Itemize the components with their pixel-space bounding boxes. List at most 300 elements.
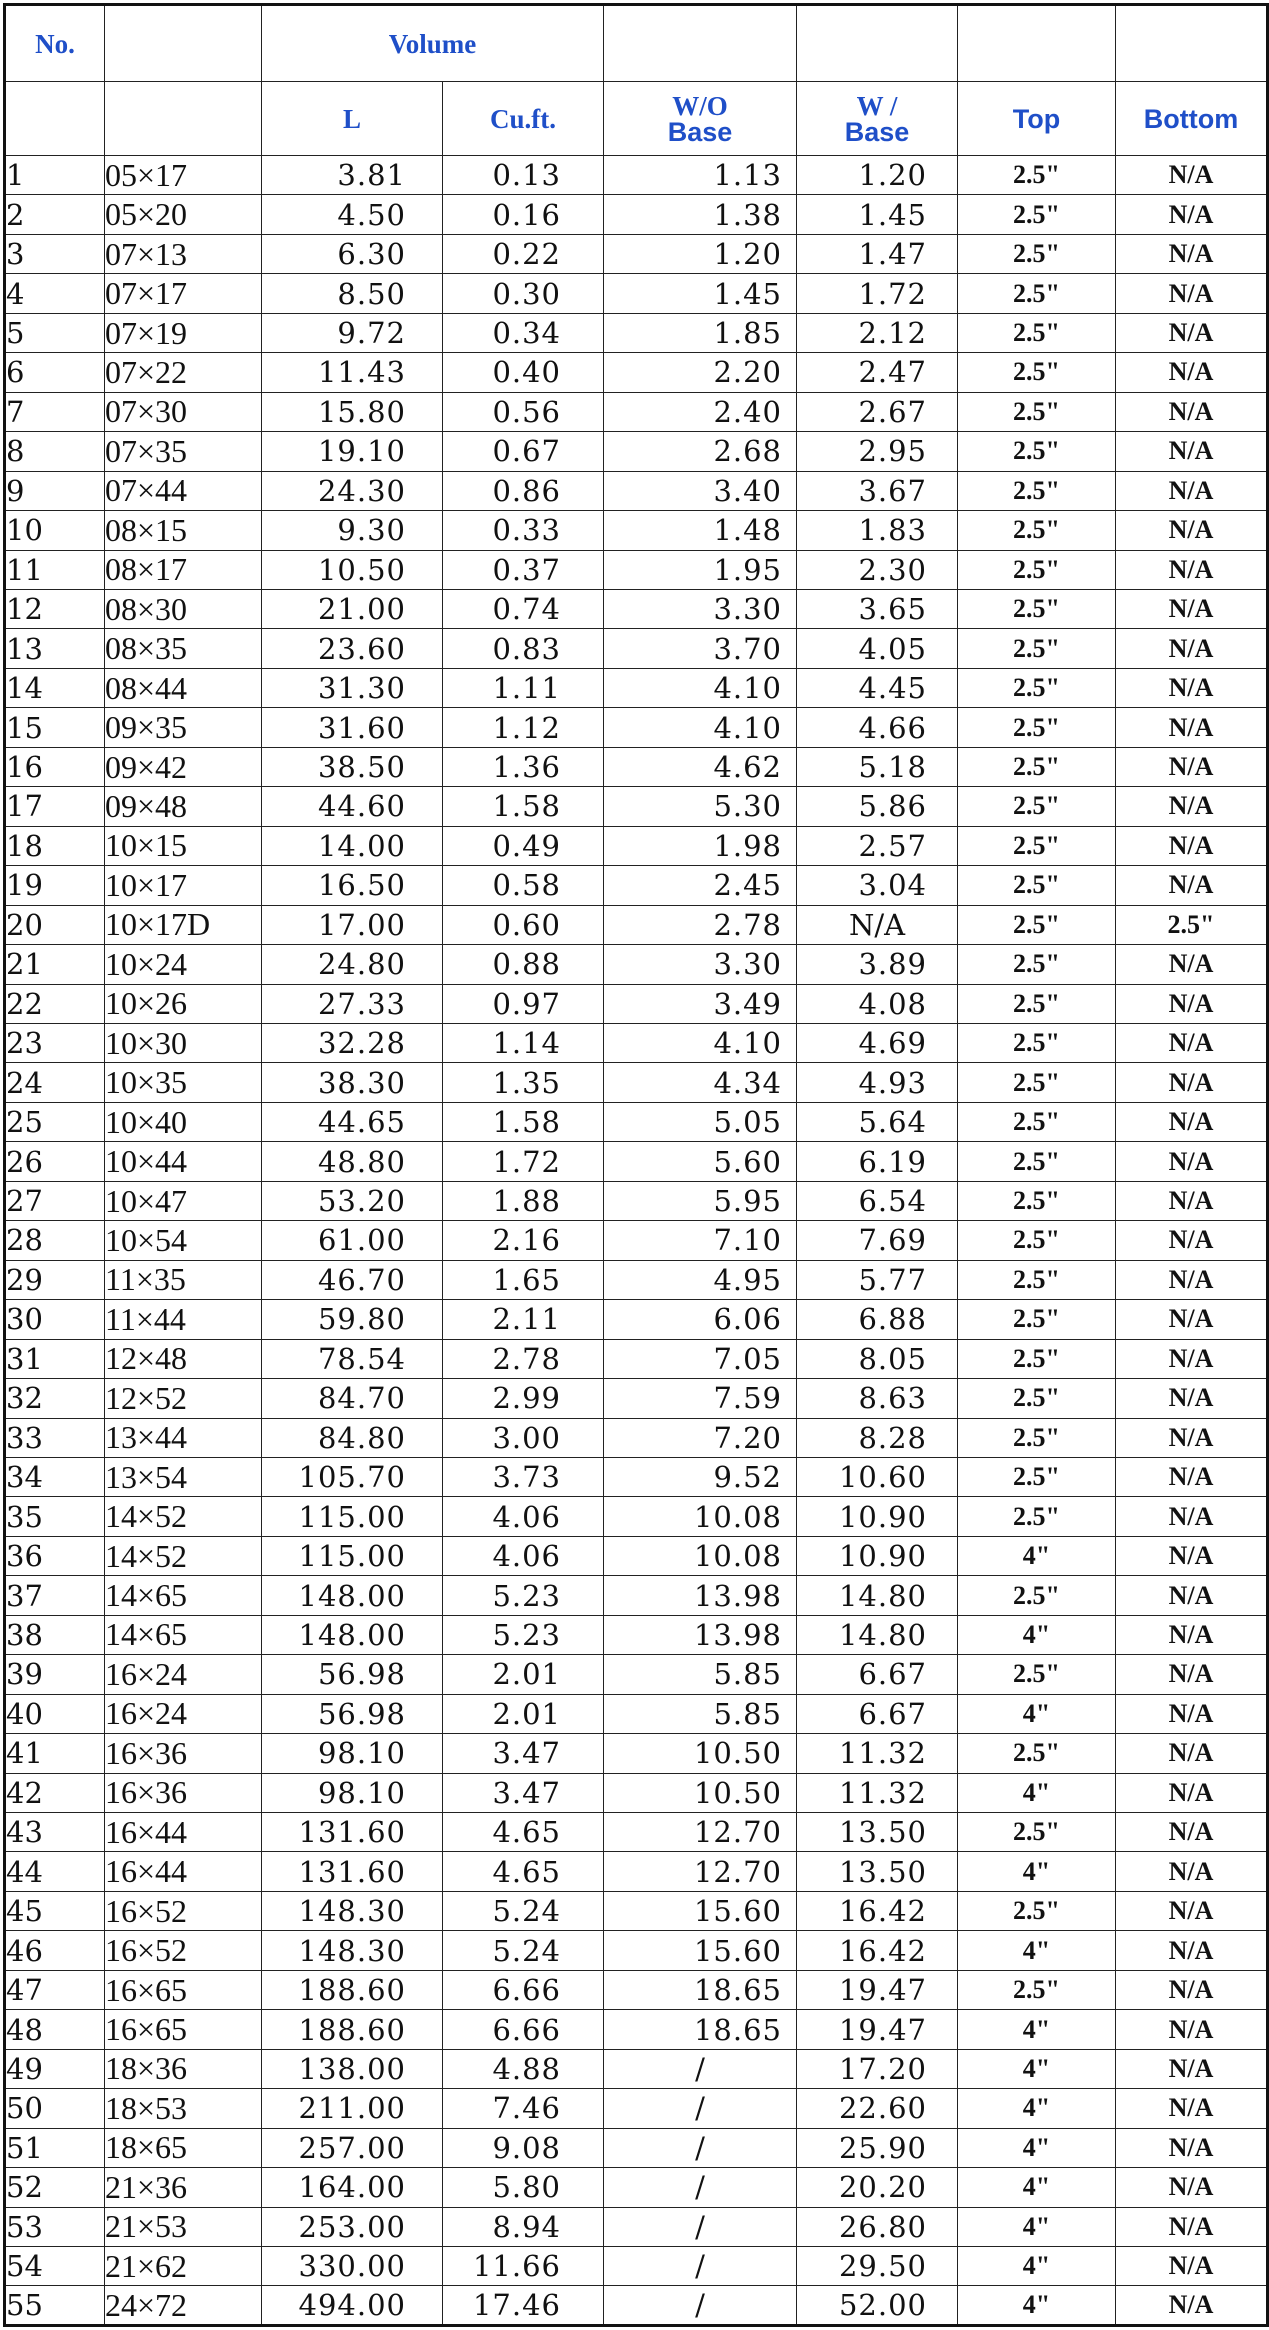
cell-top: 4" bbox=[958, 2247, 1116, 2286]
cell-bottom: N/A bbox=[1116, 708, 1268, 747]
cell-liters: 84.80 bbox=[262, 1418, 443, 1457]
cell-bottom: N/A bbox=[1116, 1260, 1268, 1299]
cell-cuft: 0.37 bbox=[443, 550, 604, 589]
cell-cuft: 4.65 bbox=[443, 1852, 604, 1891]
cell-bottom: N/A bbox=[1116, 195, 1268, 234]
cell-model: 10×54 bbox=[105, 1221, 262, 1260]
header-volume: Volume bbox=[262, 5, 604, 82]
cell-liters: 19.10 bbox=[262, 432, 443, 471]
cell-w-base: 3.89 bbox=[797, 945, 958, 984]
cell-bottom: N/A bbox=[1116, 1102, 1268, 1141]
cell-no: 2 bbox=[5, 195, 105, 234]
cell-no: 39 bbox=[5, 1655, 105, 1694]
cell-w-base: 2.30 bbox=[797, 550, 958, 589]
cell-w-base: 4.05 bbox=[797, 629, 958, 668]
cell-model: 16×52 bbox=[105, 1931, 262, 1970]
cell-model: 10×17 bbox=[105, 866, 262, 905]
cell-no: 32 bbox=[5, 1379, 105, 1418]
cell-bottom: N/A bbox=[1116, 1852, 1268, 1891]
cell-w-base: 19.47 bbox=[797, 2010, 958, 2049]
cell-cuft: 4.06 bbox=[443, 1497, 604, 1536]
table-row bbox=[5, 1655, 1268, 1694]
cell-top: 2.5" bbox=[958, 1497, 1116, 1536]
cell-wo-base: 15.60 bbox=[604, 1931, 797, 1970]
cell-liters: 115.00 bbox=[262, 1536, 443, 1575]
cell-w-base: 1.20 bbox=[797, 156, 958, 195]
cell-wo-base: 1.13 bbox=[604, 156, 797, 195]
cell-top: 4" bbox=[958, 1852, 1116, 1891]
cell-bottom: N/A bbox=[1116, 1063, 1268, 1102]
cell-wo-base: 9.52 bbox=[604, 1457, 797, 1496]
cell-no: 13 bbox=[5, 629, 105, 668]
cell-wo-base: 15.60 bbox=[604, 1891, 797, 1930]
cell-w-base: 11.32 bbox=[797, 1734, 958, 1773]
cell-cuft: 3.73 bbox=[443, 1457, 604, 1496]
cell-liters: 15.80 bbox=[262, 392, 443, 431]
cell-cuft: 5.24 bbox=[443, 1931, 604, 1970]
cell-bottom: N/A bbox=[1116, 1497, 1268, 1536]
cell-top: 2.5" bbox=[958, 1023, 1116, 1062]
cell-top: 4" bbox=[958, 1931, 1116, 1970]
header-no: No. bbox=[5, 5, 105, 82]
cell-no: 28 bbox=[5, 1221, 105, 1260]
cell-model: 12×48 bbox=[105, 1339, 262, 1378]
cell-w-base: 4.66 bbox=[797, 708, 958, 747]
cell-cuft: 1.65 bbox=[443, 1260, 604, 1299]
cell-model: 10×15 bbox=[105, 826, 262, 865]
cell-wo-base: / bbox=[604, 2049, 797, 2088]
cell-liters: 115.00 bbox=[262, 1497, 443, 1536]
cell-liters: 56.98 bbox=[262, 1655, 443, 1694]
cell-liters: 31.30 bbox=[262, 668, 443, 707]
cell-cuft: 0.49 bbox=[443, 826, 604, 865]
cell-liters: 27.33 bbox=[262, 984, 443, 1023]
cell-cuft: 0.67 bbox=[443, 432, 604, 471]
table-row bbox=[5, 1615, 1268, 1654]
cell-no: 5 bbox=[5, 313, 105, 352]
cell-w-base: 10.90 bbox=[797, 1497, 958, 1536]
cell-w-base: 4.45 bbox=[797, 668, 958, 707]
cell-w-base: 3.65 bbox=[797, 589, 958, 628]
cell-cuft: 5.23 bbox=[443, 1576, 604, 1615]
cell-liters: 9.30 bbox=[262, 511, 443, 550]
cell-liters: 9.72 bbox=[262, 313, 443, 352]
cell-wo-base: 12.70 bbox=[604, 1852, 797, 1891]
cell-w-base: 13.50 bbox=[797, 1813, 958, 1852]
cell-top: 2.5" bbox=[958, 1891, 1116, 1930]
cell-no: 18 bbox=[5, 826, 105, 865]
table-row bbox=[5, 156, 1268, 195]
cell-no: 1 bbox=[5, 156, 105, 195]
cell-cuft: 5.23 bbox=[443, 1615, 604, 1654]
cell-liters: 44.65 bbox=[262, 1102, 443, 1141]
cell-wo-base: 18.65 bbox=[604, 2010, 797, 2049]
header-wo-base bbox=[604, 82, 797, 156]
cell-cuft: 3.47 bbox=[443, 1773, 604, 1812]
cell-no: 23 bbox=[5, 1023, 105, 1062]
cell-bottom: N/A bbox=[1116, 1576, 1268, 1615]
table-row bbox=[5, 1142, 1268, 1181]
table-body bbox=[5, 156, 1268, 2326]
cell-cuft: 0.34 bbox=[443, 313, 604, 352]
cell-model: 16×36 bbox=[105, 1734, 262, 1773]
cell-wo-base: 18.65 bbox=[604, 1970, 797, 2009]
cell-wo-base: 10.08 bbox=[604, 1497, 797, 1536]
table-row bbox=[5, 1970, 1268, 2009]
cell-bottom: N/A bbox=[1116, 2247, 1268, 2286]
cell-wo-base: / bbox=[604, 2286, 797, 2326]
cell-wo-base: 13.98 bbox=[604, 1576, 797, 1615]
cell-w-base: 1.47 bbox=[797, 234, 958, 273]
cell-model: 14×52 bbox=[105, 1497, 262, 1536]
header-blank-top bbox=[958, 5, 1116, 82]
cell-cuft: 2.99 bbox=[443, 1379, 604, 1418]
cell-bottom: N/A bbox=[1116, 511, 1268, 550]
cell-w-base: 13.50 bbox=[797, 1852, 958, 1891]
cell-liters: 148.00 bbox=[262, 1576, 443, 1615]
cell-liters: 188.60 bbox=[262, 1970, 443, 2009]
cell-liters: 24.80 bbox=[262, 945, 443, 984]
cell-cuft: 0.86 bbox=[443, 471, 604, 510]
cell-w-base: 20.20 bbox=[797, 2168, 958, 2207]
table-row bbox=[5, 511, 1268, 550]
cell-wo-base: 5.05 bbox=[604, 1102, 797, 1141]
cell-liters: 59.80 bbox=[262, 1300, 443, 1339]
cell-liters: 10.50 bbox=[262, 550, 443, 589]
cell-wo-base: 5.60 bbox=[604, 1142, 797, 1181]
cell-wo-base: / bbox=[604, 2247, 797, 2286]
cell-no: 47 bbox=[5, 1970, 105, 2009]
table-row bbox=[5, 1891, 1268, 1930]
cell-model: 11×44 bbox=[105, 1300, 262, 1339]
cell-wo-base: 5.85 bbox=[604, 1655, 797, 1694]
cell-top: 2.5" bbox=[958, 1418, 1116, 1457]
cell-model: 09×42 bbox=[105, 747, 262, 786]
cell-w-base: 6.67 bbox=[797, 1694, 958, 1733]
table-row bbox=[5, 2286, 1268, 2326]
cell-cuft: 4.65 bbox=[443, 1813, 604, 1852]
cell-cuft: 0.40 bbox=[443, 353, 604, 392]
cell-cuft: 3.00 bbox=[443, 1418, 604, 1457]
cell-no: 10 bbox=[5, 511, 105, 550]
cell-bottom: N/A bbox=[1116, 1379, 1268, 1418]
cell-cuft: 0.33 bbox=[443, 511, 604, 550]
header-row-top bbox=[5, 5, 1268, 82]
cell-cuft: 2.78 bbox=[443, 1339, 604, 1378]
cell-wo-base: 7.05 bbox=[604, 1339, 797, 1378]
cell-cuft: 1.72 bbox=[443, 1142, 604, 1181]
cell-wo-base: 10.50 bbox=[604, 1773, 797, 1812]
table-row bbox=[5, 1852, 1268, 1891]
cell-bottom: N/A bbox=[1116, 589, 1268, 628]
cell-w-base: 8.63 bbox=[797, 1379, 958, 1418]
cell-cuft: 1.58 bbox=[443, 1102, 604, 1141]
cell-no: 45 bbox=[5, 1891, 105, 1930]
cell-top: 2.5" bbox=[958, 747, 1116, 786]
cell-no: 33 bbox=[5, 1418, 105, 1457]
table-row bbox=[5, 1734, 1268, 1773]
cell-no: 26 bbox=[5, 1142, 105, 1181]
header-blank-w bbox=[797, 5, 958, 82]
cell-model: 16×44 bbox=[105, 1852, 262, 1891]
table-row bbox=[5, 826, 1268, 865]
cell-bottom: N/A bbox=[1116, 984, 1268, 1023]
cell-cuft: 6.66 bbox=[443, 2010, 604, 2049]
cell-top: 2.5" bbox=[958, 274, 1116, 313]
cell-bottom: N/A bbox=[1116, 2286, 1268, 2326]
cell-w-base: 22.60 bbox=[797, 2089, 958, 2128]
cell-top: 2.5" bbox=[958, 787, 1116, 826]
cell-no: 4 bbox=[5, 274, 105, 313]
cell-wo-base: 3.30 bbox=[604, 945, 797, 984]
cell-top: 2.5" bbox=[958, 1457, 1116, 1496]
cell-top: 2.5" bbox=[958, 1300, 1116, 1339]
cell-bottom: N/A bbox=[1116, 1023, 1268, 1062]
header-w-base-line2: Base bbox=[844, 116, 910, 147]
cell-no: 24 bbox=[5, 1063, 105, 1102]
cell-no: 41 bbox=[5, 1734, 105, 1773]
table-row bbox=[5, 1023, 1268, 1062]
cell-top: 4" bbox=[958, 1773, 1116, 1812]
table-row bbox=[5, 1260, 1268, 1299]
cell-w-base: 11.32 bbox=[797, 1773, 958, 1812]
cell-model: 10×17D bbox=[105, 905, 262, 944]
cell-no: 50 bbox=[5, 2089, 105, 2128]
cell-no: 40 bbox=[5, 1694, 105, 1733]
cell-top: 2.5" bbox=[958, 1221, 1116, 1260]
cell-no: 21 bbox=[5, 945, 105, 984]
cell-liters: 4.50 bbox=[262, 195, 443, 234]
cell-top: 2.5" bbox=[958, 1970, 1116, 2009]
table-row bbox=[5, 747, 1268, 786]
cell-model: 21×62 bbox=[105, 2247, 262, 2286]
cell-wo-base: 2.20 bbox=[604, 353, 797, 392]
cell-top: 2.5" bbox=[958, 905, 1116, 944]
table-row bbox=[5, 1536, 1268, 1575]
header-blank-size2 bbox=[105, 82, 262, 156]
cell-bottom: N/A bbox=[1116, 1221, 1268, 1260]
header-blank-bottom bbox=[1116, 5, 1268, 82]
cell-top: 2.5" bbox=[958, 1102, 1116, 1141]
cell-cuft: 9.08 bbox=[443, 2128, 604, 2167]
cell-cuft: 4.88 bbox=[443, 2049, 604, 2088]
cell-w-base: 25.90 bbox=[797, 2128, 958, 2167]
cell-model: 07×44 bbox=[105, 471, 262, 510]
cell-wo-base: 3.40 bbox=[604, 471, 797, 510]
cell-wo-base: 5.85 bbox=[604, 1694, 797, 1733]
cell-bottom: N/A bbox=[1116, 866, 1268, 905]
cell-no: 38 bbox=[5, 1615, 105, 1654]
cell-bottom: N/A bbox=[1116, 1418, 1268, 1457]
cell-w-base: 14.80 bbox=[797, 1615, 958, 1654]
cell-liters: 164.00 bbox=[262, 2168, 443, 2207]
cell-wo-base: 2.78 bbox=[604, 905, 797, 944]
cell-no: 42 bbox=[5, 1773, 105, 1812]
cell-top: 2.5" bbox=[958, 195, 1116, 234]
cell-bottom: N/A bbox=[1116, 234, 1268, 273]
cell-no: 17 bbox=[5, 787, 105, 826]
cell-liters: 98.10 bbox=[262, 1773, 443, 1812]
table-row bbox=[5, 2247, 1268, 2286]
table-row bbox=[5, 1773, 1268, 1812]
cell-wo-base: 1.95 bbox=[604, 550, 797, 589]
cell-top: 2.5" bbox=[958, 1655, 1116, 1694]
cell-liters: 253.00 bbox=[262, 2207, 443, 2246]
cell-model: 11×35 bbox=[105, 1260, 262, 1299]
header-wo-base-line2: Base bbox=[667, 116, 733, 147]
cell-no: 20 bbox=[5, 905, 105, 944]
table-row bbox=[5, 353, 1268, 392]
cell-no: 27 bbox=[5, 1181, 105, 1220]
table-row bbox=[5, 1813, 1268, 1852]
table-row bbox=[5, 629, 1268, 668]
header-top: Top bbox=[958, 82, 1116, 156]
cell-wo-base: 1.98 bbox=[604, 826, 797, 865]
cell-bottom: N/A bbox=[1116, 2168, 1268, 2207]
cell-wo-base: 3.70 bbox=[604, 629, 797, 668]
cell-bottom: N/A bbox=[1116, 1773, 1268, 1812]
cell-w-base: 52.00 bbox=[797, 2286, 958, 2326]
table-row bbox=[5, 945, 1268, 984]
table-row bbox=[5, 2089, 1268, 2128]
cell-no: 30 bbox=[5, 1300, 105, 1339]
cell-top: 4" bbox=[958, 2010, 1116, 2049]
cell-bottom: N/A bbox=[1116, 471, 1268, 510]
table-row bbox=[5, 866, 1268, 905]
cell-cuft: 8.94 bbox=[443, 2207, 604, 2246]
cell-model: 10×40 bbox=[105, 1102, 262, 1141]
cell-bottom: N/A bbox=[1116, 353, 1268, 392]
table-row bbox=[5, 313, 1268, 352]
cell-bottom: N/A bbox=[1116, 668, 1268, 707]
cell-liters: 31.60 bbox=[262, 708, 443, 747]
cell-bottom: N/A bbox=[1116, 1655, 1268, 1694]
cell-top: 2.5" bbox=[958, 984, 1116, 1023]
cell-wo-base: / bbox=[604, 2128, 797, 2167]
cell-model: 10×24 bbox=[105, 945, 262, 984]
cell-model: 16×52 bbox=[105, 1891, 262, 1930]
cell-wo-base: 4.62 bbox=[604, 747, 797, 786]
table-row bbox=[5, 1063, 1268, 1102]
cell-no: 35 bbox=[5, 1497, 105, 1536]
cell-liters: 3.81 bbox=[262, 156, 443, 195]
cell-bottom: N/A bbox=[1116, 1970, 1268, 2009]
cell-wo-base: 4.10 bbox=[604, 708, 797, 747]
cell-top: 2.5" bbox=[958, 1734, 1116, 1773]
cell-model: 08×30 bbox=[105, 589, 262, 628]
header-blank-no bbox=[5, 82, 105, 156]
cell-model: 21×53 bbox=[105, 2207, 262, 2246]
cell-bottom: N/A bbox=[1116, 747, 1268, 786]
cell-bottom: N/A bbox=[1116, 1615, 1268, 1654]
cell-liters: 98.10 bbox=[262, 1734, 443, 1773]
cell-model: 13×54 bbox=[105, 1457, 262, 1496]
cell-cuft: 0.58 bbox=[443, 866, 604, 905]
cell-liters: 494.00 bbox=[262, 2286, 443, 2326]
cell-model: 18×65 bbox=[105, 2128, 262, 2167]
cell-model: 21×36 bbox=[105, 2168, 262, 2207]
cell-bottom: N/A bbox=[1116, 392, 1268, 431]
cell-top: 4" bbox=[958, 2089, 1116, 2128]
cell-top: 2.5" bbox=[958, 589, 1116, 628]
table-row bbox=[5, 2049, 1268, 2088]
cell-w-base: 3.67 bbox=[797, 471, 958, 510]
cell-wo-base: 10.50 bbox=[604, 1734, 797, 1773]
cell-model: 05×17 bbox=[105, 156, 262, 195]
cell-liters: 44.60 bbox=[262, 787, 443, 826]
cell-liters: 188.60 bbox=[262, 2010, 443, 2049]
cell-liters: 330.00 bbox=[262, 2247, 443, 2286]
cell-cuft: 1.58 bbox=[443, 787, 604, 826]
cell-liters: 61.00 bbox=[262, 1221, 443, 1260]
cell-no: 16 bbox=[5, 747, 105, 786]
cell-liters: 21.00 bbox=[262, 589, 443, 628]
cell-w-base: 5.18 bbox=[797, 747, 958, 786]
cell-bottom: N/A bbox=[1116, 787, 1268, 826]
cell-no: 7 bbox=[5, 392, 105, 431]
cell-bottom: N/A bbox=[1116, 432, 1268, 471]
cell-w-base: 2.47 bbox=[797, 353, 958, 392]
header-blank-wo bbox=[604, 5, 797, 82]
cell-top: 2.5" bbox=[958, 1260, 1116, 1299]
cell-bottom: N/A bbox=[1116, 1181, 1268, 1220]
cell-wo-base: 6.06 bbox=[604, 1300, 797, 1339]
cell-model: 10×44 bbox=[105, 1142, 262, 1181]
cell-top: 2.5" bbox=[958, 1813, 1116, 1852]
cell-cuft: 0.16 bbox=[443, 195, 604, 234]
cell-w-base: 6.54 bbox=[797, 1181, 958, 1220]
cell-bottom: 2.5" bbox=[1116, 905, 1268, 944]
cell-cuft: 5.24 bbox=[443, 1891, 604, 1930]
cell-wo-base: 2.45 bbox=[604, 866, 797, 905]
cell-wo-base: / bbox=[604, 2207, 797, 2246]
table-row bbox=[5, 1931, 1268, 1970]
cell-model: 05×20 bbox=[105, 195, 262, 234]
table-row bbox=[5, 787, 1268, 826]
table-row bbox=[5, 589, 1268, 628]
table-row bbox=[5, 432, 1268, 471]
cell-no: 6 bbox=[5, 353, 105, 392]
cell-top: 4" bbox=[958, 2128, 1116, 2167]
cell-liters: 53.20 bbox=[262, 1181, 443, 1220]
cell-cuft: 5.80 bbox=[443, 2168, 604, 2207]
header-cuft: Cu.ft. bbox=[443, 82, 604, 156]
cell-w-base: 19.47 bbox=[797, 1970, 958, 2009]
cell-cuft: 1.35 bbox=[443, 1063, 604, 1102]
cell-w-base: 6.88 bbox=[797, 1300, 958, 1339]
cell-liters: 148.00 bbox=[262, 1615, 443, 1654]
cell-wo-base: 1.45 bbox=[604, 274, 797, 313]
table-row bbox=[5, 1418, 1268, 1457]
cell-cuft: 4.06 bbox=[443, 1536, 604, 1575]
cell-w-base: 1.72 bbox=[797, 274, 958, 313]
cell-no: 44 bbox=[5, 1852, 105, 1891]
cell-liters: 56.98 bbox=[262, 1694, 443, 1733]
cell-top: 4" bbox=[958, 1536, 1116, 1575]
cell-liters: 257.00 bbox=[262, 2128, 443, 2167]
cell-w-base: 5.77 bbox=[797, 1260, 958, 1299]
cell-model: 07×30 bbox=[105, 392, 262, 431]
cell-liters: 84.70 bbox=[262, 1379, 443, 1418]
cell-liters: 138.00 bbox=[262, 2049, 443, 2088]
cell-cuft: 1.14 bbox=[443, 1023, 604, 1062]
cell-liters: 78.54 bbox=[262, 1339, 443, 1378]
cell-wo-base: 5.95 bbox=[604, 1181, 797, 1220]
table-row bbox=[5, 1300, 1268, 1339]
cell-cuft: 0.56 bbox=[443, 392, 604, 431]
cell-w-base: 2.57 bbox=[797, 826, 958, 865]
cell-cuft: 0.22 bbox=[443, 234, 604, 273]
